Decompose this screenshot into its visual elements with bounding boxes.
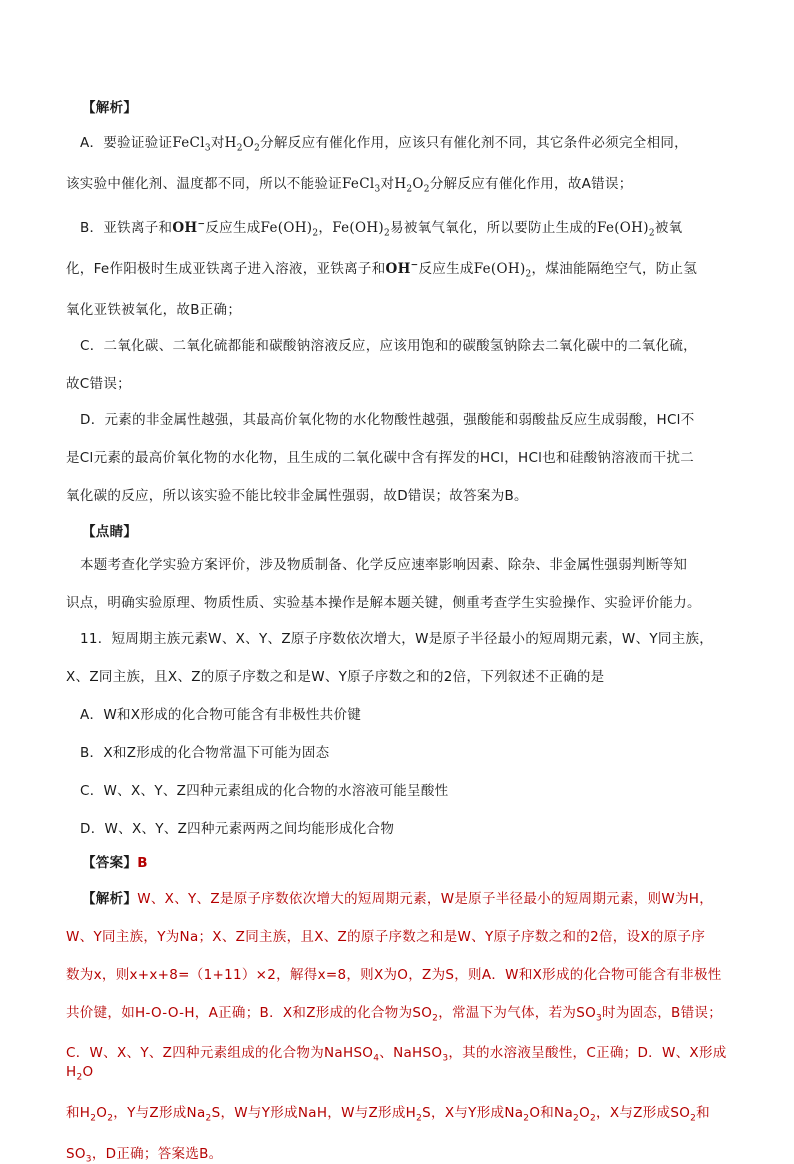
analysis-header: 【解析】	[66, 96, 732, 116]
question-11-analysis	[66, 887, 732, 1164]
text-line: D．元素的非金属性越强，其最高价氧化物的水化物酸性越强，强酸能和弱酸盐反应生成弱酸，HCl不	[66, 408, 732, 428]
text-line: $SO_3$，D正确；答案选B。	[66, 1142, 732, 1164]
text-line: W、Y同主族，Y为Na；X、Z同主族，且X、Z的原子序数之和是W、Y原子序数之和的2倍，设X的原子序	[66, 925, 732, 945]
text-line: C．W、X、Y、Z四种元素组成的化合物为NaHSO$_4$、NaHSO$_3$，其的水溶液呈酸性，C正确；D．W、X形成$H_2O$	[66, 1041, 732, 1082]
formula-fe-oh-2: $Fe(OH)_2$	[597, 220, 655, 236]
formula-hydroxide: OH−	[172, 220, 205, 236]
text-line: 故C错误；	[66, 372, 732, 392]
text-line: A．要验证验证FeCl$_3$对$H_2O_2$分解反应有催化作用，应该只有催化剂不同，其它条件必须完全相同，	[66, 131, 732, 154]
text-line: 是Cl元素的最高价氧化物的水化物，且生成的二氧化碳中含有挥发的HCl，HCl也和硅酸钠溶液而干扰二	[66, 446, 732, 466]
text-line: 本题考查化学实验方案评价，涉及物质制备、化学反应速率影响因素、除杂、非金属性强弱判断等知	[66, 553, 732, 573]
option-c: C．W、X、Y、Z四种元素组成的化合物的水溶液可能呈酸性	[66, 779, 732, 799]
answer-label: 【答案】	[82, 855, 137, 871]
formula-h2o2: $H_2O_2$	[394, 176, 430, 192]
question-11	[66, 627, 732, 837]
formula-fecl3: FeCl$_3$	[342, 176, 381, 192]
document-body	[66, 96, 732, 1164]
option-b: B．X和Z形成的化合物常温下可能为固态	[66, 741, 732, 761]
answer-line	[66, 851, 732, 871]
text-line: 共价键，如H-O-O-H，A正确；B．X和Z形成的化合物为$SO_2$，常温下为气体，若为$SO_3$时为固态，B错误；	[66, 1001, 732, 1024]
explanation-option-d	[66, 408, 732, 504]
key-point-body	[66, 553, 732, 611]
formula-fe-oh-2: $Fe(OH)_2$	[332, 220, 390, 236]
explanation-option-a	[66, 131, 732, 194]
explanation-option-b	[66, 216, 732, 317]
formula-hydroxide: OH−	[386, 261, 419, 277]
question-stem-line: 11．短周期主族元素W、X、Y、Z原子序数依次增大，W是原子半径最小的短周期元素，W、Y同主族，	[66, 627, 732, 647]
key-point-header: 【点睛】	[66, 520, 732, 540]
text-line: 氧化亚铁被氧化，故B正确；	[66, 298, 732, 318]
formula-fecl3: FeCl$_3$	[172, 135, 211, 151]
formula-fe-oh-2: $Fe(OH)_2$	[261, 220, 319, 236]
formula-fe-oh-2: $Fe(OH)_2$	[474, 261, 532, 277]
text-line: 氧化碳的反应，所以该实验不能比较非金属性强弱，故D错误；故答案为B。	[66, 484, 732, 504]
option-d: D．W、X、Y、Z四种元素两两之间均能形成化合物	[66, 817, 732, 837]
text-line: 数为x，则x+x+8=（1+11）×2，解得x=8，则X为O，Z为S，则A．W和X形成的化合物可能含有非极性	[66, 963, 732, 983]
explanation-option-c	[66, 334, 732, 392]
question-stem-line: X、Z同主族，且X、Z的原子序数之和是W、Y原子序数之和的2倍，下列叙述不正确的是	[66, 665, 732, 685]
text-line: 该实验中催化剂、温度都不同，所以不能验证FeCl$_3$对$H_2O_2$分解反应有催化作用，故A错误；	[66, 172, 732, 195]
text-line: 化，Fe作阳极时生成亚铁离子进入溶液，亚铁离子和OH−反应生成$Fe(OH)_2$，煤油能隔绝空气，防止氢	[66, 257, 732, 280]
text-line: 和$H_2O_2$，Y与Z形成$Na_2S$，W与Y形成NaH，W与Z形成$H_2S$，X与Y形成$Na_2O$和$Na_2O_2$，X与Z形成$SO_2$和	[66, 1101, 732, 1124]
analysis-label: 【解析】	[82, 891, 137, 907]
formula-h2o2: $H_2O_2$	[225, 135, 261, 151]
option-a: A．W和X形成的化合物可能含有非极性共价键	[66, 703, 732, 723]
text-line: B．亚铁离子和OH−反应生成$Fe(OH)_2$，$Fe(OH)_2$易被氧气氧化，所以要防止生成的$Fe(OH)_2$被氧	[66, 216, 732, 239]
text-line: C．二氧化碳、二氧化硫都能和碳酸钠溶液反应，应该用饱和的碳酸氢钠除去二氧化碳中的二氧化硫，	[66, 334, 732, 354]
text-line: 【解析】W、X、Y、Z是原子序数依次增大的短周期元素，W是原子半径最小的短周期元素，则W为H，	[66, 887, 732, 907]
answer-value: B	[137, 855, 148, 871]
text-line: 识点，明确实验原理、物质性质、实验基本操作是解本题关键，侧重考查学生实验操作、实验评价能力。	[66, 591, 732, 611]
